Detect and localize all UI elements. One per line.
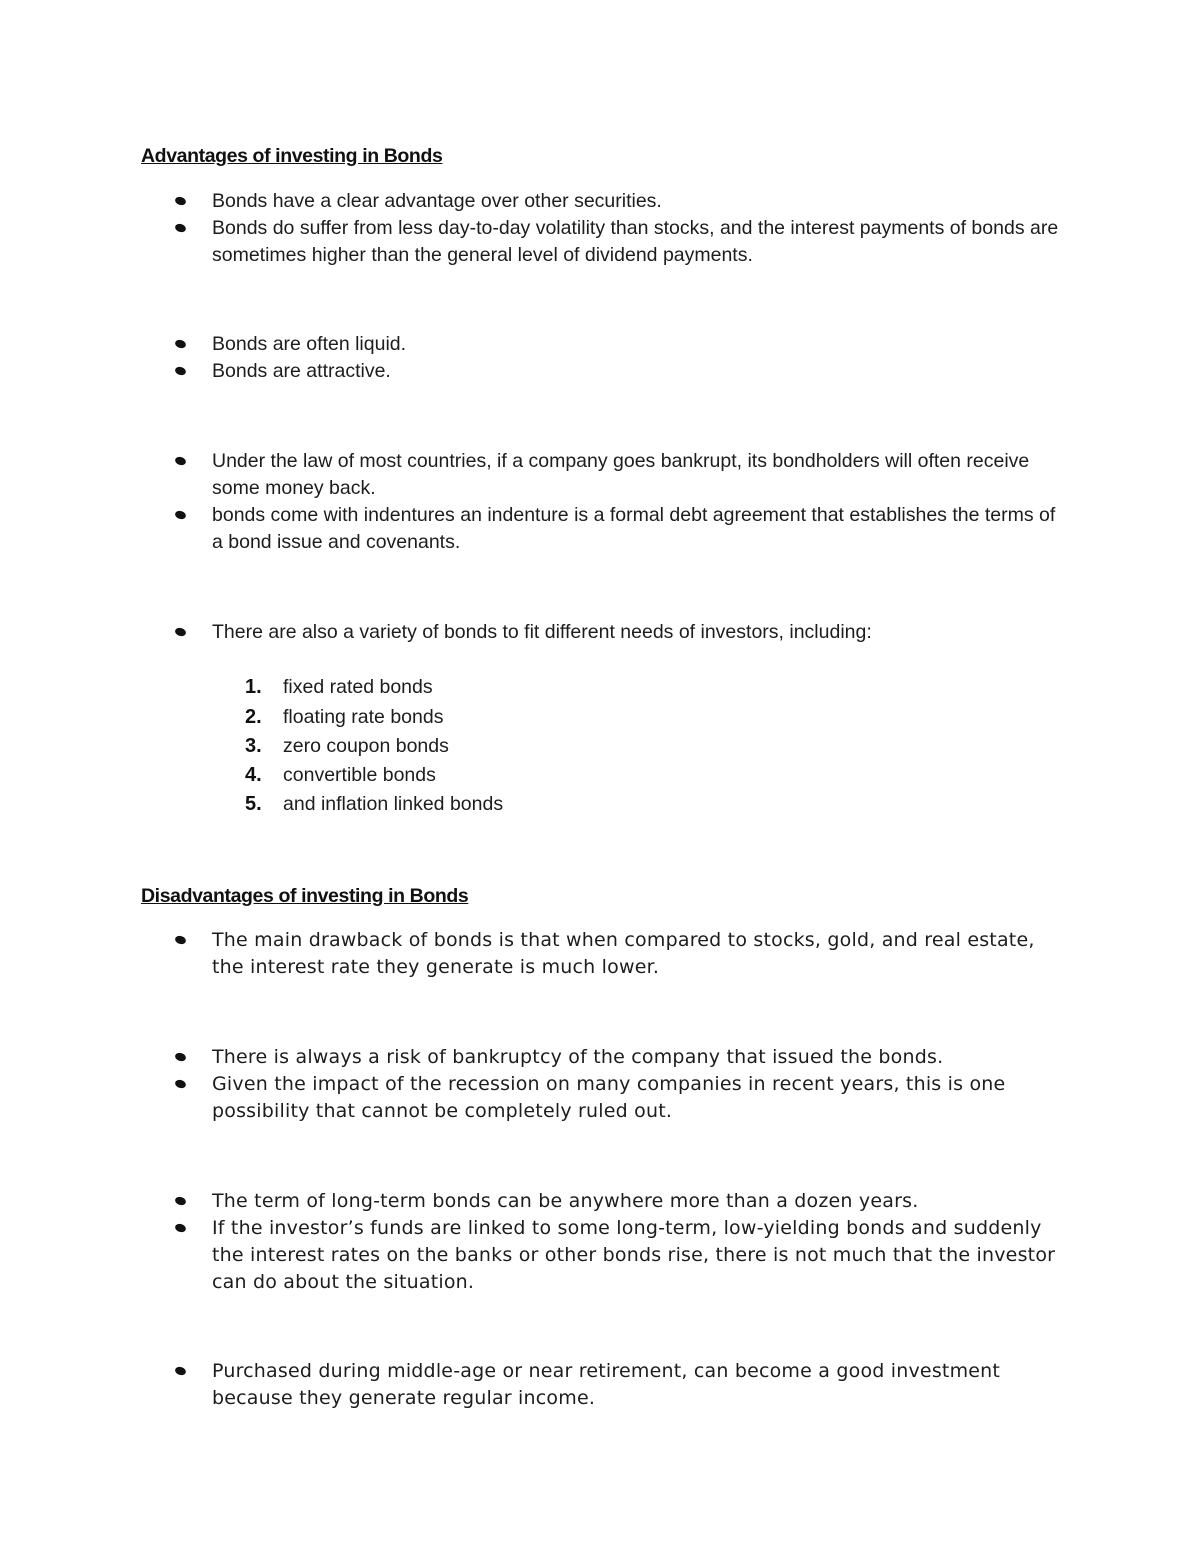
- list-item: Bonds have a clear advantage over other securities.: [212, 188, 1062, 215]
- bullet-icon: [174, 338, 187, 349]
- bullet-icon: [174, 1051, 187, 1062]
- bullet-icon: [174, 1078, 187, 1089]
- bullet-icon: [174, 365, 187, 376]
- list-item: Bonds do suffer from less day-to-day volatility than stocks, and the interest payments of bonds are sometimes higher than the general level of dividend payments.: [212, 215, 1062, 269]
- bullet-icon: [174, 934, 187, 945]
- list-item: There are also a variety of bonds to fit different needs of investors, including:: [212, 619, 1062, 646]
- bond-type-item: fixed rated bonds: [283, 676, 433, 698]
- list-item: Bonds are often liquid.: [212, 331, 1062, 358]
- bond-type-item: zero coupon bonds: [283, 735, 449, 757]
- list-item: Under the law of most countries, if a company goes bankrupt, its bondholders will often receive some money back.: [212, 448, 1062, 502]
- bullet-icon: [174, 455, 187, 466]
- bullet-icon: [174, 1222, 187, 1233]
- bond-type-item: and inflation linked bonds: [283, 793, 504, 815]
- list-number: 2.: [245, 706, 262, 728]
- list-number: 1.: [245, 676, 262, 698]
- list-number: 5.: [245, 793, 262, 815]
- bullet-icon: [174, 509, 187, 520]
- list-item: If the investor’s funds are linked to some long-term, low-yielding bonds and suddenly the interest rates on the banks or other bonds rise, there is not much that the investor can do about the situation.: [212, 1215, 1062, 1296]
- list-number: 3.: [245, 735, 262, 757]
- list-item: Purchased during middle-age or near retirement, can become a good investment because they generate regular income.: [212, 1358, 1062, 1412]
- advantages-heading: Advantages of investing in Bonds: [141, 145, 443, 167]
- list-item: Bonds are attractive.: [212, 358, 1062, 385]
- list-item: The term of long-term bonds can be anywhere more than a dozen years.: [212, 1188, 1062, 1215]
- bullet-icon: [174, 222, 187, 233]
- bullet-icon: [174, 195, 187, 206]
- list-item: The main drawback of bonds is that when compared to stocks, gold, and real estate, the interest rate they generate is much lower.: [212, 927, 1062, 981]
- list-item: Given the impact of the recession on many companies in recent years, this is one possibility that cannot be completely ruled out.: [212, 1071, 1062, 1125]
- bullet-icon: [174, 1365, 187, 1376]
- bullet-icon: [174, 1195, 187, 1206]
- bullet-icon: [174, 626, 187, 637]
- list-item: There is always a risk of bankruptcy of the company that issued the bonds.: [212, 1044, 1062, 1071]
- list-item: bonds come with indentures an indenture is a formal debt agreement that establishes the terms of a bond issue and covenants.: [212, 502, 1062, 556]
- bond-type-item: convertible bonds: [283, 764, 436, 786]
- list-number: 4.: [245, 764, 262, 786]
- disadvantages-heading: Disadvantages of investing in Bonds: [141, 885, 469, 907]
- bond-type-item: floating rate bonds: [283, 706, 444, 728]
